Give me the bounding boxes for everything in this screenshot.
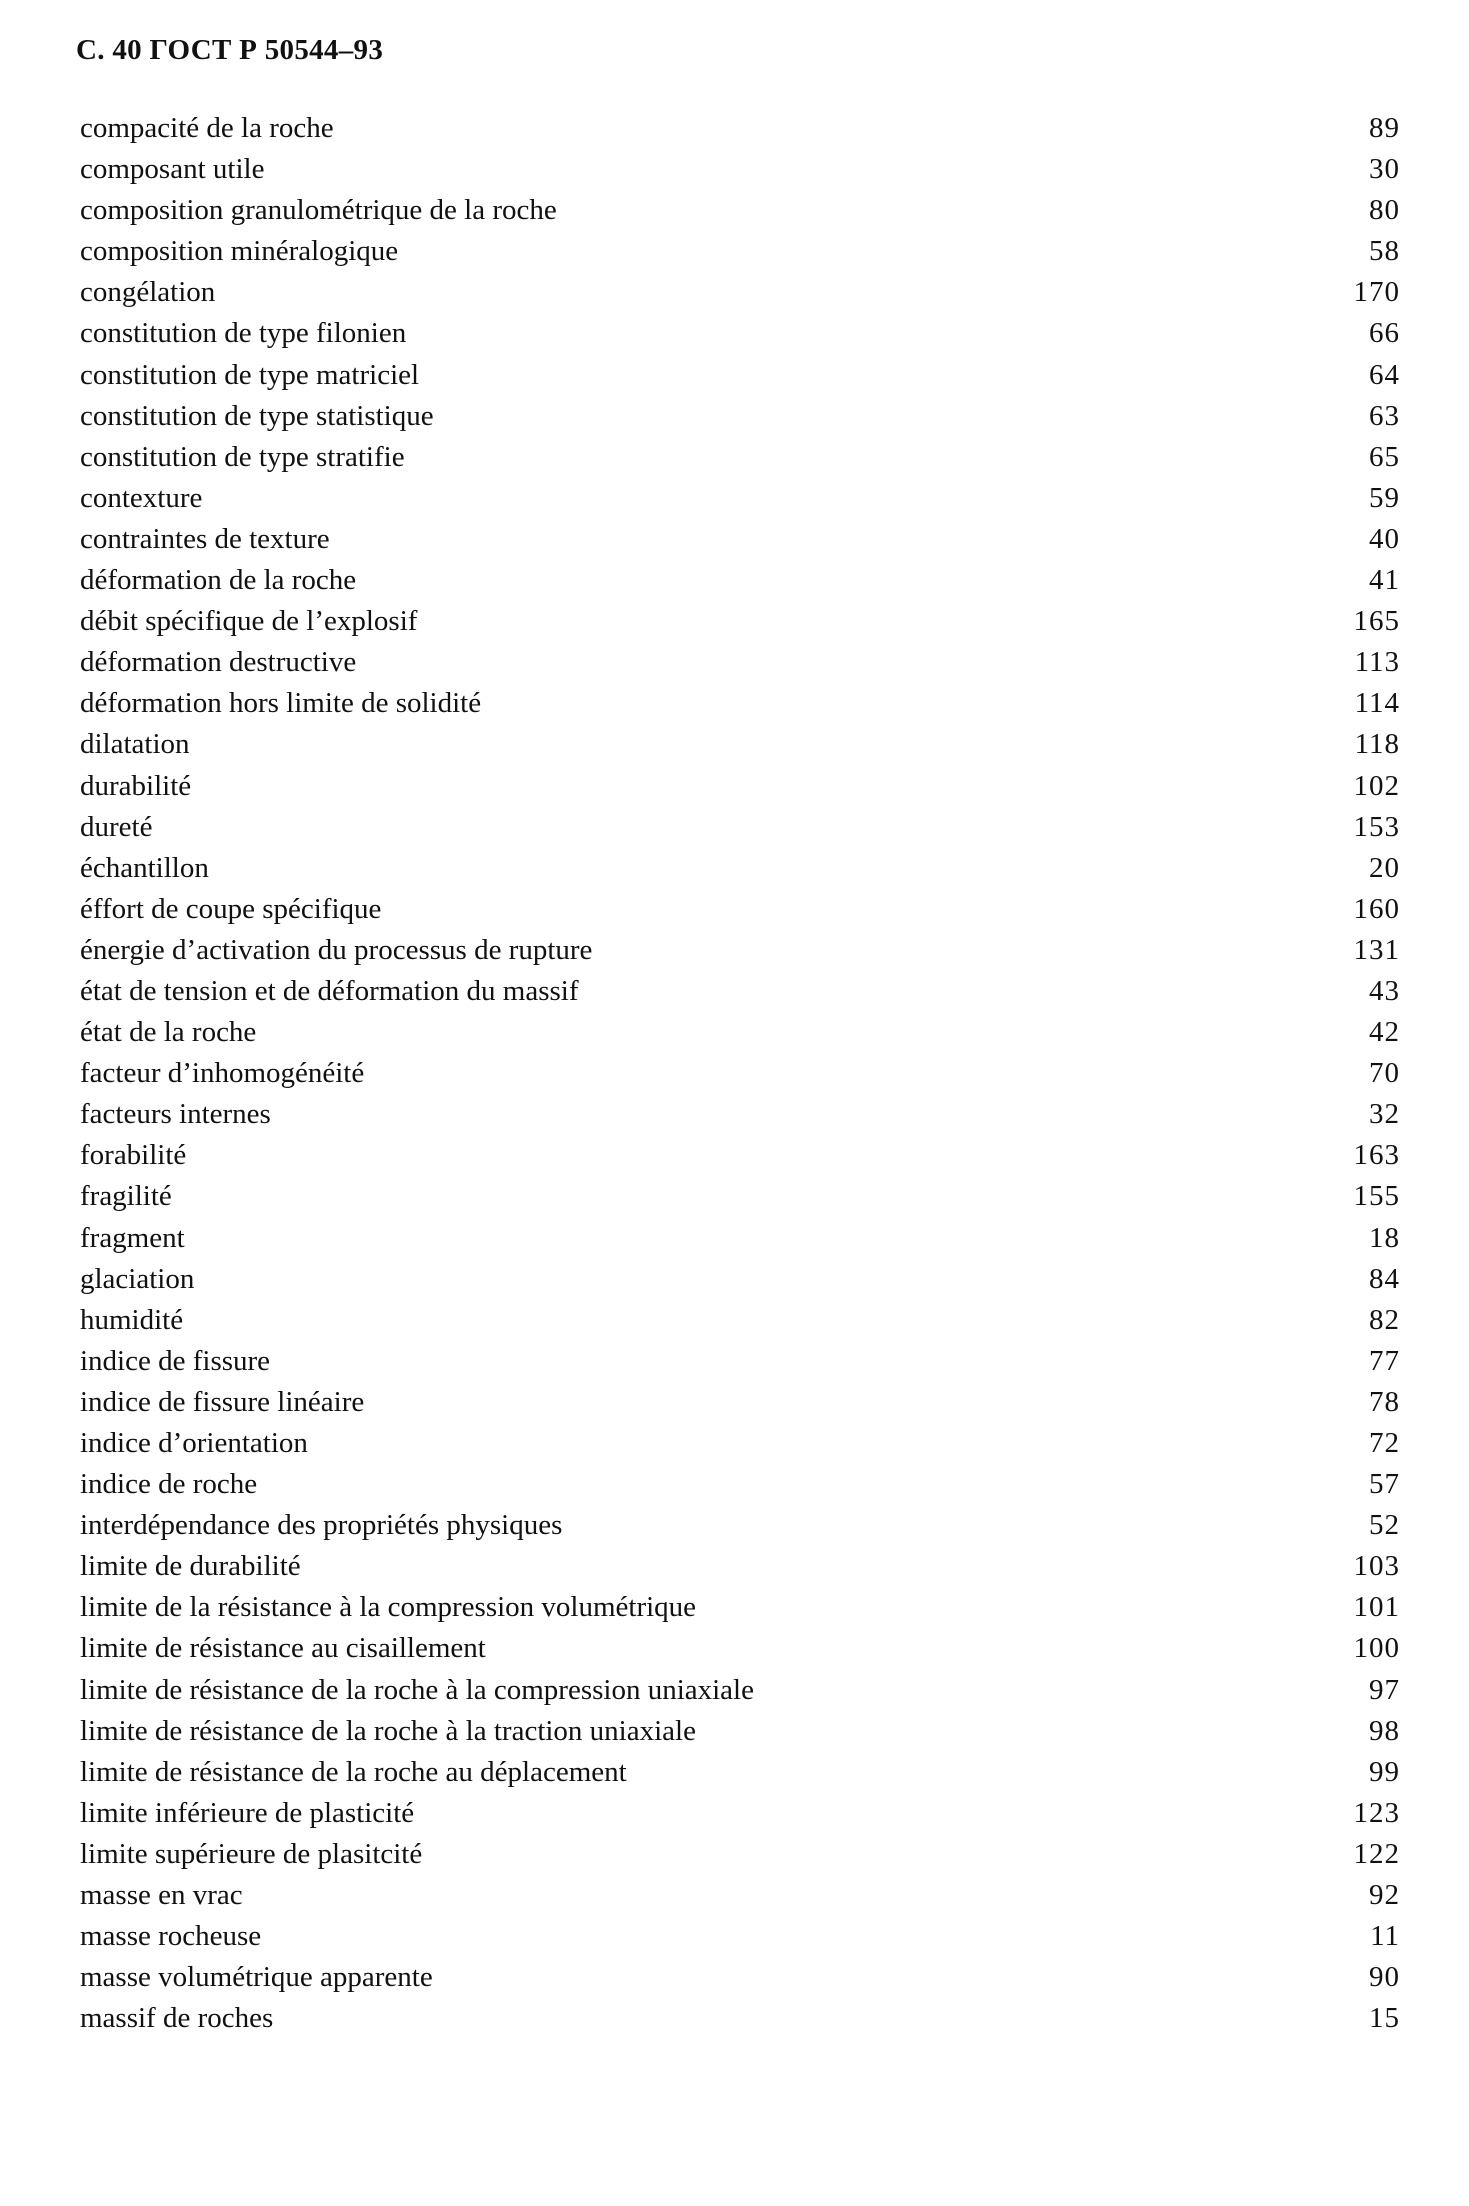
index-entry [80, 1135, 1400, 1176]
index-term: facteurs internes [80, 1098, 271, 1131]
index-term: facteur d’inhomogénéité [80, 1057, 365, 1090]
index-term-number: 101 [1353, 1591, 1400, 1624]
index-entry [80, 1259, 1400, 1300]
index-term: glaciation [80, 1262, 195, 1295]
index-entry [80, 1546, 1400, 1587]
index-entry [80, 437, 1400, 478]
index-term-number: 78 [1369, 1385, 1400, 1418]
index-term-number: 98 [1369, 1714, 1400, 1747]
index-term: limite de durabilité [80, 1550, 301, 1583]
index-term: constitution de type statistique [80, 399, 434, 432]
index-term: contexture [80, 481, 203, 514]
index-entry [80, 1957, 1400, 1998]
term-index-list [80, 108, 1400, 2039]
index-entry [80, 683, 1400, 724]
index-entry [80, 1916, 1400, 1957]
page-header: С. 40 ГОСТ Р 50544–93 [76, 34, 384, 66]
index-entry [80, 724, 1400, 765]
index-term-number: 84 [1369, 1262, 1400, 1295]
index-entry [80, 1176, 1400, 1217]
index-term-number: 131 [1353, 933, 1400, 966]
index-entry [80, 1094, 1400, 1135]
index-term-number: 15 [1369, 2002, 1400, 2035]
index-entry [80, 766, 1400, 807]
index-term-number: 160 [1353, 892, 1400, 925]
index-term: limite de résistance de la roche à la compression uniaxiale [80, 1673, 754, 1706]
index-term-number: 118 [1354, 728, 1400, 761]
index-term: dureté [80, 810, 153, 843]
index-entry [80, 396, 1400, 437]
index-entry [80, 1382, 1400, 1423]
index-entry [80, 601, 1400, 642]
index-term: limite de résistance au cisaillement [80, 1632, 486, 1665]
index-term: énergie d’activation du processus de rupture [80, 933, 593, 966]
index-term: constitution de type stratifie [80, 440, 405, 473]
index-entry [80, 1587, 1400, 1628]
index-term-number: 20 [1369, 851, 1400, 884]
index-term: masse rocheuse [80, 1920, 262, 1953]
index-entry [80, 1012, 1400, 1053]
index-term-number: 122 [1353, 1837, 1400, 1870]
index-entry [80, 478, 1400, 519]
index-term: constitution de type filonien [80, 317, 407, 350]
index-term: état de la roche [80, 1016, 257, 1049]
index-entry [80, 1423, 1400, 1464]
index-entry [80, 1053, 1400, 1094]
index-term: échantillon [80, 851, 209, 884]
index-term-number: 89 [1369, 112, 1400, 144]
index-entry [80, 1628, 1400, 1669]
index-entry [80, 560, 1400, 601]
index-term: indice de fissure [80, 1344, 271, 1377]
index-term: congélation [80, 276, 216, 309]
index-term: interdépendance des propriétés physiques [80, 1509, 563, 1542]
index-term-number: 99 [1369, 1755, 1400, 1788]
index-entry [80, 642, 1400, 683]
index-entry [80, 1793, 1400, 1834]
index-entry [80, 1998, 1400, 2039]
index-entry [80, 149, 1400, 190]
index-term-number: 52 [1369, 1509, 1400, 1542]
index-term-number: 72 [1369, 1427, 1400, 1459]
index-entry [80, 971, 1400, 1012]
index-term: durabilité [80, 769, 192, 802]
index-term-number: 32 [1369, 1098, 1400, 1131]
index-entry [80, 1670, 1400, 1711]
index-term: indice de fissure linéaire [80, 1385, 365, 1418]
index-term: constitution de type matriciel [80, 358, 420, 391]
index-term: limite de résistance de la roche à la traction uniaxiale [80, 1714, 696, 1747]
index-term: déformation hors limite de solidité [80, 687, 482, 720]
index-entry [80, 1711, 1400, 1752]
index-term: état de tension et de déformation du massif [80, 974, 579, 1007]
index-entry [80, 1834, 1400, 1875]
index-term-number: 153 [1353, 810, 1400, 843]
index-term-number: 42 [1369, 1016, 1400, 1049]
index-entry [80, 1875, 1400, 1916]
index-term-number: 82 [1369, 1303, 1400, 1336]
index-entry [80, 190, 1400, 231]
index-term-number: 114 [1354, 687, 1400, 720]
index-term: dilatation [80, 728, 190, 761]
index-term-number: 66 [1369, 317, 1400, 350]
index-term-number: 77 [1369, 1344, 1400, 1377]
index-term: indice de roche [80, 1468, 258, 1501]
index-term-number: 123 [1353, 1796, 1400, 1829]
index-term: humidité [80, 1303, 184, 1336]
index-entry [80, 231, 1400, 272]
index-term-number: 97 [1369, 1673, 1400, 1706]
index-term-number: 59 [1369, 481, 1400, 514]
index-term-number: 165 [1353, 605, 1400, 638]
index-term-number: 18 [1369, 1221, 1400, 1254]
index-entry [80, 807, 1400, 848]
index-term-number: 113 [1354, 646, 1400, 679]
index-term-number: 70 [1369, 1057, 1400, 1090]
index-term: composition minéralogique [80, 235, 399, 268]
index-entry [80, 313, 1400, 354]
index-term: débit spécifique de l’explosif [80, 605, 418, 638]
index-term: éffort de coupe spécifique [80, 892, 382, 925]
index-entry [80, 108, 1400, 149]
index-entry [80, 848, 1400, 889]
index-term: déformation de la roche [80, 564, 357, 597]
index-entry [80, 930, 1400, 971]
index-term-number: 63 [1369, 399, 1400, 432]
index-term-number: 41 [1369, 564, 1400, 597]
index-term: massif de roches [80, 2002, 274, 2035]
index-term-number: 155 [1353, 1180, 1400, 1213]
index-term: forabilité [80, 1139, 187, 1172]
index-term-number: 65 [1369, 440, 1400, 473]
index-term: fragilité [80, 1180, 172, 1213]
index-term: limite supérieure de plasitcité [80, 1837, 423, 1870]
index-entry [80, 1505, 1400, 1546]
index-term: limite inférieure de plasticité [80, 1796, 415, 1829]
index-term-number: 57 [1369, 1468, 1400, 1501]
index-term-number: 64 [1369, 358, 1400, 391]
index-term: masse volumétrique apparente [80, 1961, 433, 1994]
index-entry [80, 889, 1400, 930]
index-entry [80, 1218, 1400, 1259]
index-entry [80, 1464, 1400, 1505]
index-term-number: 58 [1369, 235, 1400, 268]
index-term: contraintes de texture [80, 522, 330, 555]
index-term: fragment [80, 1221, 185, 1254]
index-term: masse en vrac [80, 1879, 243, 1912]
index-entry [80, 1752, 1400, 1793]
index-term-number: 92 [1369, 1879, 1400, 1912]
index-term: indice d’orientation [80, 1427, 308, 1459]
index-term: déformation destructive [80, 646, 357, 679]
index-entry [80, 1341, 1400, 1382]
index-entry [80, 355, 1400, 396]
index-term-number: 80 [1369, 194, 1400, 227]
index-term-number: 43 [1369, 974, 1400, 1007]
index-term-number: 103 [1353, 1550, 1400, 1583]
index-term-number: 100 [1353, 1632, 1400, 1665]
index-term: compacité de la roche [80, 112, 334, 144]
index-term: limite de résistance de la roche au déplacement [80, 1755, 627, 1788]
index-entry [80, 1300, 1400, 1341]
index-term-number: 163 [1353, 1139, 1400, 1172]
index-term-number: 40 [1369, 522, 1400, 555]
index-term-number: 30 [1369, 153, 1400, 186]
index-term: composition granulométrique de la roche [80, 194, 557, 227]
index-term-number: 11 [1370, 1920, 1400, 1953]
index-term: composant utile [80, 153, 265, 186]
index-entry [80, 519, 1400, 560]
index-term-number: 90 [1369, 1961, 1400, 1994]
index-term: limite de la résistance à la compression volumétrique [80, 1591, 697, 1624]
index-entry [80, 272, 1400, 313]
index-term-number: 102 [1353, 769, 1400, 802]
index-term-number: 170 [1353, 276, 1400, 309]
